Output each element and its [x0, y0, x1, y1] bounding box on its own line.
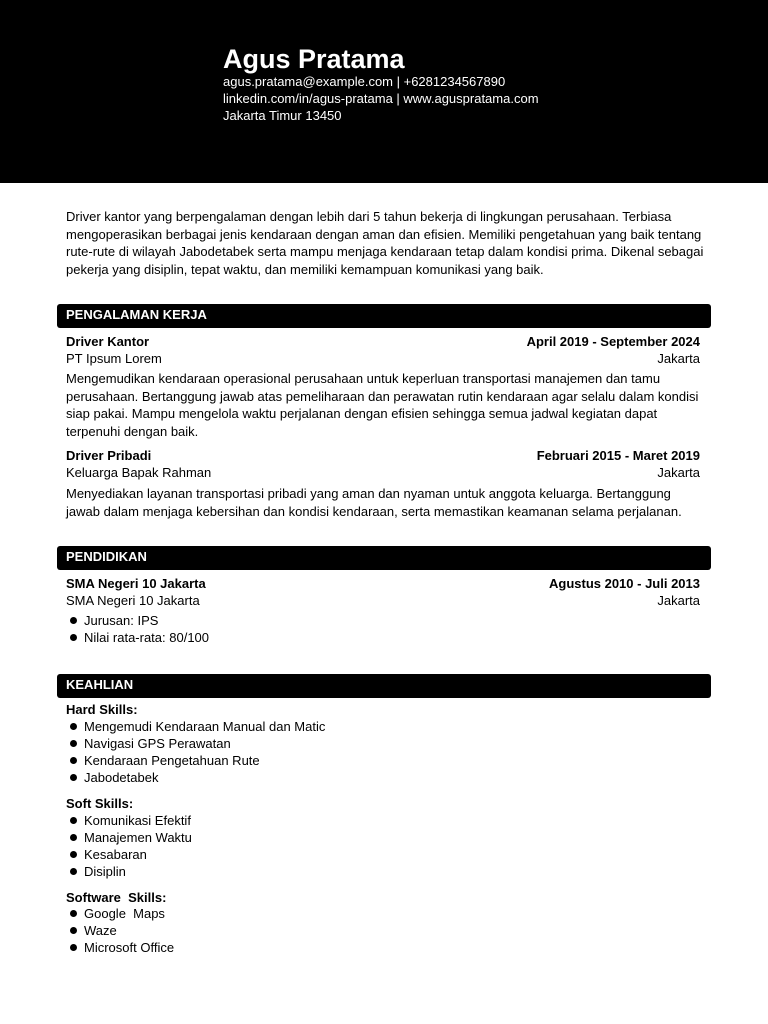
bullet-icon: [70, 817, 77, 824]
hard-skills-list: [66, 718, 325, 786]
hard-skills-label: Hard Skills:: [66, 702, 138, 717]
job-location: Jakarta: [657, 351, 700, 366]
profile-summary: Driver kantor yang berpengalaman dengan lebih dari 5 tahun bekerja di lingkungan perusahaan. Terbiasa mengoperasikan berbagai jenis kendaraan dengan aman dan efisien. Memiliki pengetahuan yang baik tentang rute-rute di wilayah Jabodetabek serta mampu menjaga kendaraan tetap dalam kondisi prima. Dikenal sebagai pekerja yang disiplin, tepat waktu, dan memiliki kemampuan komunikasi yang baik.: [66, 209, 704, 277]
list-item: [66, 829, 192, 846]
bullet-icon: [70, 927, 77, 934]
list-item-text: Kendaraan Pengetahuan Rute: [84, 753, 260, 768]
list-item-text: Nilai rata-rata: 80/100: [84, 630, 210, 645]
bullet-icon: [70, 634, 77, 641]
section-header-skills: [57, 674, 711, 698]
job-description: Menyediakan layanan transportasi pribadi yang aman dan nyaman untuk anggota keluarga. Bertanggung jawab dalam menjaga kebersihan dan kondisi kendaraan, serta memastikan keamanan selama perjalanan.: [66, 486, 682, 519]
job-company: PT Ipsum Lorem: [66, 351, 162, 366]
section-title: PENGALAMAN KERJA: [66, 307, 207, 322]
education-school: SMA Negeri 10 Jakarta: [66, 576, 206, 591]
soft-skills-label: Soft Skills:: [66, 796, 134, 811]
job-role: Driver Pribadi: [66, 448, 152, 463]
list-item-text: Google Maps: [84, 906, 165, 921]
resume-header: [0, 0, 768, 183]
section-header-experience: [57, 304, 711, 328]
list-item-text: Jabodetabek: [84, 770, 159, 785]
list-item: [66, 812, 192, 829]
list-item: [66, 922, 174, 939]
candidate-name: Agus Pratama: [223, 44, 405, 74]
education-location: Jakarta: [657, 593, 700, 608]
list-item: [66, 863, 192, 880]
list-item: [66, 846, 192, 863]
list-item-text: Manajemen Waktu: [84, 830, 192, 845]
list-item-text: Disiplin: [84, 864, 126, 879]
bullet-icon: [70, 774, 77, 781]
list-item-text: Jurusan: IPS: [84, 613, 159, 628]
education-institution: SMA Negeri 10 Jakarta: [66, 593, 200, 608]
bullet-icon: [70, 834, 77, 841]
list-item: [66, 735, 325, 752]
section-title: KEAHLIAN: [66, 677, 134, 692]
contact-links: linkedin.com/in/agus-pratama | www.aguspratama.com: [223, 91, 539, 106]
bullet-icon: [70, 617, 77, 624]
list-item: [66, 939, 174, 956]
section-header-education: [57, 546, 711, 570]
job-role: Driver Kantor: [66, 334, 150, 349]
list-item: [66, 612, 209, 629]
education-period: Agustus 2010 - Juli 2013: [548, 576, 700, 591]
job-description: Mengemudikan kendaraan operasional perusahaan untuk keperluan transportasi manajemen dan tamu perusahaan. Bertanggung jawab atas pemeliharaan dan perawatan rutin kendaraan agar selalu dalam kondisi siap pakai. Mampu mengelola waktu perjalanan dengan efisien sehingga semua jadwal kegiatan dapat terpenuhi dengan baik.: [66, 371, 699, 439]
bullet-icon: [70, 851, 77, 858]
list-item-text: Navigasi GPS Perawatan: [84, 736, 231, 751]
bullet-icon: [70, 910, 77, 917]
bullet-icon: [70, 944, 77, 951]
contact-address: Jakarta Timur 13450: [223, 108, 342, 123]
list-item: [66, 752, 325, 769]
list-item: [66, 769, 325, 786]
education-details-list: [66, 612, 209, 646]
job-company: Keluarga Bapak Rahman: [66, 465, 212, 480]
bullet-icon: [70, 723, 77, 730]
list-item: [66, 905, 174, 922]
list-item-text: Microsoft Office: [84, 940, 175, 955]
contact-email-phone: agus.pratama@example.com | +6281234567890: [223, 74, 506, 89]
section-title: PENDIDIKAN: [66, 549, 147, 564]
list-item-text: Kesabaran: [84, 847, 147, 862]
job-period: April 2019 - September 2024: [526, 334, 700, 349]
software-skills-label: Software Skills:: [66, 890, 167, 905]
list-item-text: Mengemudi Kendaraan Manual dan Matic: [84, 719, 326, 734]
job-location: Jakarta: [657, 465, 700, 480]
job-period: Februari 2015 - Maret 2019: [536, 448, 700, 463]
software-skills-list: [66, 905, 174, 956]
bullet-icon: [70, 740, 77, 747]
list-item-text: Waze: [84, 923, 117, 938]
bullet-icon: [70, 757, 77, 764]
soft-skills-list: [66, 812, 192, 880]
bullet-icon: [70, 868, 77, 875]
list-item: [66, 629, 209, 646]
list-item-text: Komunikasi Efektif: [84, 813, 191, 828]
list-item: [66, 718, 325, 735]
